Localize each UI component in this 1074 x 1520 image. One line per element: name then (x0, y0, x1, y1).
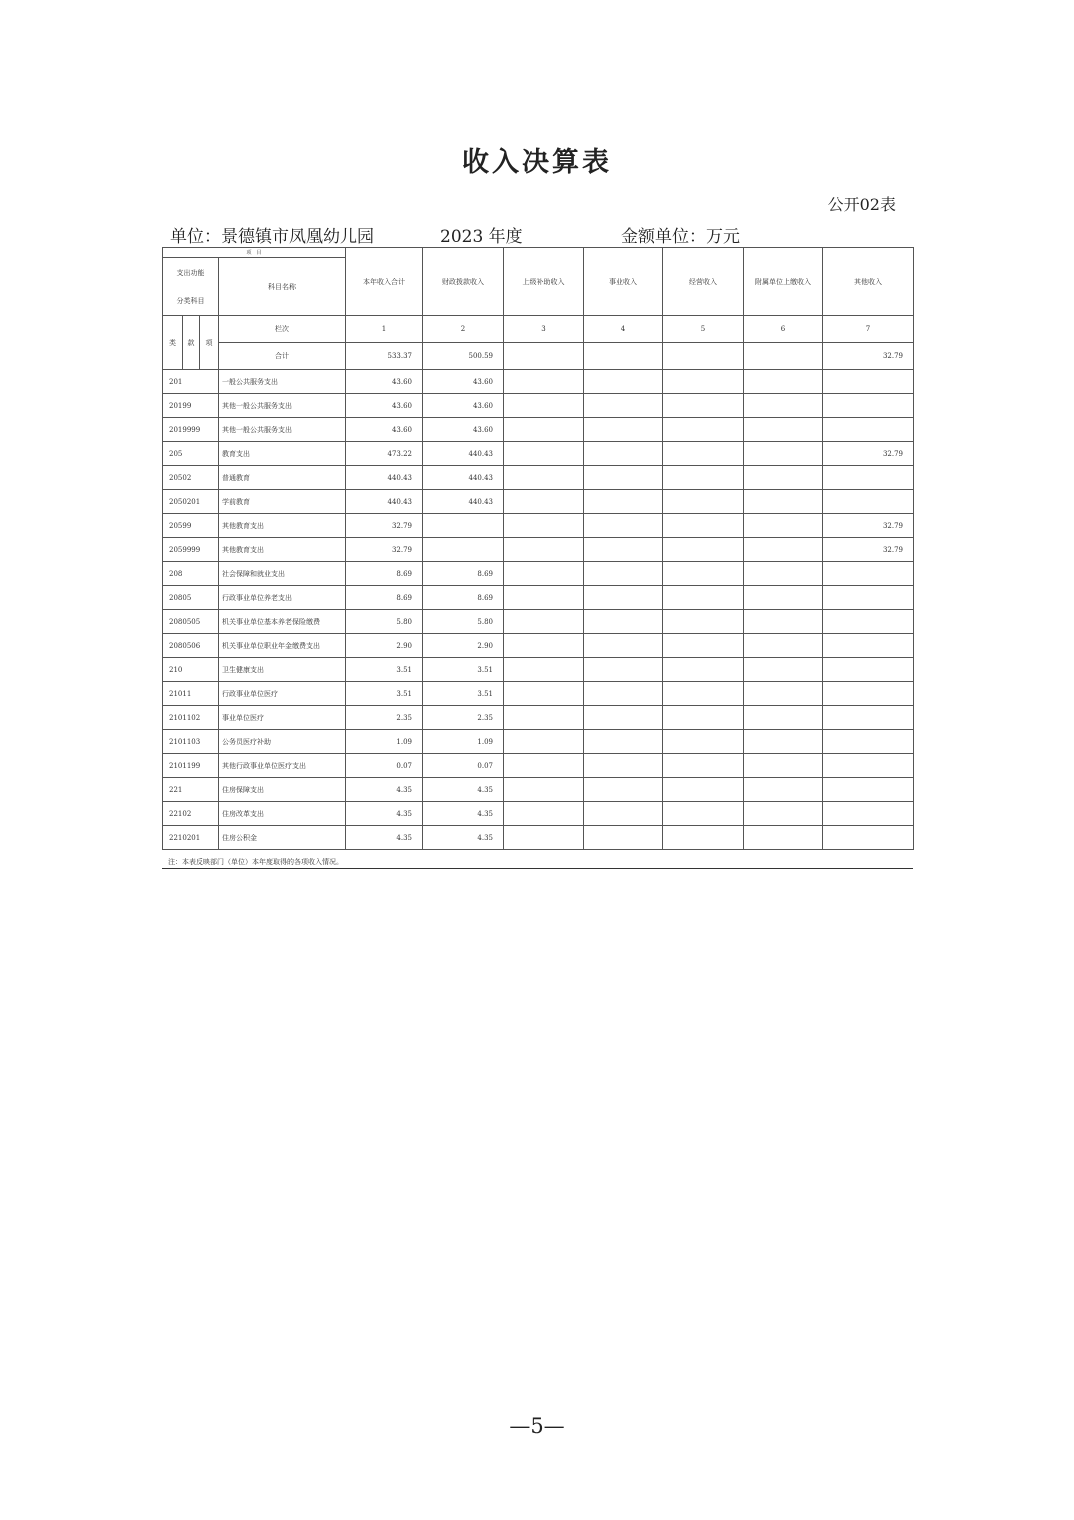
total-row (163, 343, 914, 370)
row-value-4 (584, 610, 663, 634)
row-value-7 (823, 490, 914, 514)
row-code: 2101102 (163, 706, 219, 730)
table-row (163, 610, 914, 634)
col-number-4: 4 (584, 316, 663, 343)
row-value-7 (823, 802, 914, 826)
table-row (163, 682, 914, 706)
row-code: 2059999 (163, 538, 219, 562)
header-row-item (163, 248, 914, 258)
row-value-1: 3.51 (346, 682, 423, 706)
row-value-1: 4.35 (346, 802, 423, 826)
row-value-4 (584, 826, 663, 850)
total-value-2: 500.59 (423, 343, 504, 370)
row-value-1: 43.60 (346, 394, 423, 418)
row-value-5 (663, 634, 744, 658)
row-code: 20199 (163, 394, 219, 418)
row-subject-name: 公务员医疗补助 (219, 730, 346, 754)
row-value-1: 32.79 (346, 514, 423, 538)
row-value-3 (504, 634, 584, 658)
row-value-2 (423, 514, 504, 538)
row-value-2: 2.35 (423, 706, 504, 730)
row-value-1: 440.43 (346, 466, 423, 490)
row-value-2: 2.90 (423, 634, 504, 658)
total-value-1: 533.37 (346, 343, 423, 370)
row-code: 2101103 (163, 730, 219, 754)
col-index-label: 栏次 (219, 316, 346, 343)
row-value-5 (663, 466, 744, 490)
table-row (163, 514, 914, 538)
row-value-5 (663, 610, 744, 634)
row-code: 221 (163, 778, 219, 802)
row-value-5 (663, 706, 744, 730)
row-subject-name: 社会保障和就业支出 (219, 562, 346, 586)
total-value-5 (663, 343, 744, 370)
table-row (163, 802, 914, 826)
table-row (163, 706, 914, 730)
row-value-2: 43.60 (423, 418, 504, 442)
row-value-4 (584, 394, 663, 418)
row-value-5 (663, 562, 744, 586)
row-value-1: 4.35 (346, 826, 423, 850)
row-value-6 (744, 466, 823, 490)
row-value-5 (663, 778, 744, 802)
page-title: 收入决算表 (462, 147, 612, 178)
row-value-2: 4.35 (423, 778, 504, 802)
row-value-1: 4.35 (346, 778, 423, 802)
row-value-3 (504, 730, 584, 754)
col-number-7: 7 (823, 316, 914, 343)
row-value-6 (744, 634, 823, 658)
row-value-3 (504, 466, 584, 490)
table-row (163, 826, 914, 850)
row-value-4 (584, 658, 663, 682)
row-value-1: 8.69 (346, 586, 423, 610)
row-value-2: 43.60 (423, 394, 504, 418)
subject-name-header: 科目名称 (219, 258, 346, 316)
row-code: 2050201 (163, 490, 219, 514)
row-value-5 (663, 658, 744, 682)
row-value-1: 5.80 (346, 610, 423, 634)
page-number: —5— (509, 1414, 565, 1438)
row-value-1: 43.60 (346, 418, 423, 442)
row-value-7 (823, 418, 914, 442)
row-subject-name: 普通教育 (219, 466, 346, 490)
table-row (163, 394, 914, 418)
row-value-4 (584, 442, 663, 466)
row-value-7 (823, 634, 914, 658)
row-value-2 (423, 538, 504, 562)
row-value-1: 43.60 (346, 370, 423, 394)
row-value-2: 440.43 (423, 442, 504, 466)
row-code: 205 (163, 442, 219, 466)
row-value-6 (744, 418, 823, 442)
row-subject-name: 住房保障支出 (219, 778, 346, 802)
row-value-2: 440.43 (423, 490, 504, 514)
table-row (163, 658, 914, 682)
row-value-2: 8.69 (423, 586, 504, 610)
row-value-3 (504, 586, 584, 610)
row-value-5 (663, 490, 744, 514)
row-value-1: 8.69 (346, 562, 423, 586)
table-row (163, 586, 914, 610)
row-value-5 (663, 442, 744, 466)
row-value-6 (744, 442, 823, 466)
row-value-1: 3.51 (346, 658, 423, 682)
row-value-7 (823, 394, 914, 418)
row-value-3 (504, 370, 584, 394)
row-value-7 (823, 682, 914, 706)
row-value-7 (823, 562, 914, 586)
row-subject-name: 其他教育支出 (219, 514, 346, 538)
row-value-6 (744, 514, 823, 538)
row-value-2: 440.43 (423, 466, 504, 490)
row-subject-name: 其他行政事业单位医疗支出 (219, 754, 346, 778)
row-value-5 (663, 370, 744, 394)
row-value-3 (504, 682, 584, 706)
table-row (163, 466, 914, 490)
total-value-3 (504, 343, 584, 370)
table-row (163, 778, 914, 802)
row-value-5 (663, 826, 744, 850)
table-row (163, 490, 914, 514)
table-row (163, 538, 914, 562)
row-value-7 (823, 778, 914, 802)
meta-line (170, 222, 915, 246)
col-header-7: 其他收入 (823, 248, 914, 316)
col-number-2: 2 (423, 316, 504, 343)
col-header-5: 经营收入 (663, 248, 744, 316)
row-value-2: 3.51 (423, 658, 504, 682)
row-value-7 (823, 730, 914, 754)
row-value-1: 32.79 (346, 538, 423, 562)
row-value-2: 1.09 (423, 730, 504, 754)
row-value-5 (663, 802, 744, 826)
table-row (163, 562, 914, 586)
row-value-7 (823, 370, 914, 394)
row-subject-name: 住房改革支出 (219, 802, 346, 826)
row-value-6 (744, 706, 823, 730)
row-value-7: 32.79 (823, 538, 914, 562)
row-value-2: 8.69 (423, 562, 504, 586)
row-subject-name: 机关事业单位职业年金缴费支出 (219, 634, 346, 658)
row-value-7 (823, 466, 914, 490)
row-value-3 (504, 826, 584, 850)
row-value-4 (584, 418, 663, 442)
col-header-4: 事业收入 (584, 248, 663, 316)
row-value-6 (744, 562, 823, 586)
col-header-3: 上级补助收入 (504, 248, 584, 316)
row-value-4 (584, 802, 663, 826)
row-value-6 (744, 586, 823, 610)
col-header-2: 财政拨款收入 (423, 248, 504, 316)
form-number: 公开02表 (827, 195, 896, 214)
row-value-3 (504, 418, 584, 442)
row-value-5 (663, 730, 744, 754)
row-subject-name: 行政事业单位医疗 (219, 682, 346, 706)
row-value-6 (744, 490, 823, 514)
table-note: 注：本表反映部门（单位）本年度取得的各项收入情况。 (162, 857, 913, 869)
xiang-header: 项 (200, 316, 219, 370)
row-value-2: 0.07 (423, 754, 504, 778)
col-number-5: 5 (663, 316, 744, 343)
row-value-1: 2.35 (346, 706, 423, 730)
row-code: 2080506 (163, 634, 219, 658)
row-value-4 (584, 586, 663, 610)
row-value-3 (504, 802, 584, 826)
row-value-5 (663, 586, 744, 610)
row-value-6 (744, 778, 823, 802)
row-code: 2210201 (163, 826, 219, 850)
row-value-3 (504, 754, 584, 778)
row-value-4 (584, 706, 663, 730)
row-code: 20805 (163, 586, 219, 610)
col-number-3: 3 (504, 316, 584, 343)
row-value-5 (663, 754, 744, 778)
row-code: 208 (163, 562, 219, 586)
row-value-3 (504, 394, 584, 418)
row-value-6 (744, 802, 823, 826)
row-value-4 (584, 538, 663, 562)
row-value-6 (744, 682, 823, 706)
income-table (162, 247, 914, 850)
row-subject-name: 其他一般公共服务支出 (219, 418, 346, 442)
row-value-7 (823, 754, 914, 778)
row-value-5 (663, 418, 744, 442)
row-value-1: 1.09 (346, 730, 423, 754)
col-header-6: 附属单位上缴收入 (744, 248, 823, 316)
row-value-6 (744, 658, 823, 682)
row-value-6 (744, 538, 823, 562)
row-value-4 (584, 466, 663, 490)
row-code: 2019999 (163, 418, 219, 442)
func-class-line2: 分类科目 (176, 296, 205, 305)
amount-unit-label: 金额单位：万元 (621, 227, 740, 247)
row-value-3 (504, 562, 584, 586)
row-code: 2101199 (163, 754, 219, 778)
row-value-1: 2.90 (346, 634, 423, 658)
unit-label: 单位：景德镇市凤凰幼儿园 (170, 227, 374, 247)
row-subject-name: 卫生健康支出 (219, 658, 346, 682)
row-value-7: 32.79 (823, 442, 914, 466)
row-subject-name: 行政事业单位养老支出 (219, 586, 346, 610)
lei-header: 类 (163, 316, 183, 370)
func-class-line1: 支出功能 (176, 268, 205, 277)
row-value-7 (823, 658, 914, 682)
row-subject-name: 教育支出 (219, 442, 346, 466)
row-value-7 (823, 610, 914, 634)
total-label: 合计 (219, 343, 346, 370)
row-value-4 (584, 754, 663, 778)
row-value-4 (584, 634, 663, 658)
row-code: 21011 (163, 682, 219, 706)
row-value-3 (504, 706, 584, 730)
row-value-4 (584, 730, 663, 754)
table-row (163, 442, 914, 466)
row-value-1: 0.07 (346, 754, 423, 778)
row-value-4 (584, 490, 663, 514)
row-value-4 (584, 682, 663, 706)
row-value-3 (504, 514, 584, 538)
row-code: 210 (163, 658, 219, 682)
row-value-2: 5.80 (423, 610, 504, 634)
table-row (163, 370, 914, 394)
row-value-5 (663, 538, 744, 562)
table-row (163, 418, 914, 442)
row-value-6 (744, 754, 823, 778)
row-value-3 (504, 610, 584, 634)
row-value-5 (663, 514, 744, 538)
row-value-3 (504, 490, 584, 514)
row-value-2: 3.51 (423, 682, 504, 706)
row-value-7: 32.79 (823, 514, 914, 538)
row-value-3 (504, 442, 584, 466)
total-value-4 (584, 343, 663, 370)
row-value-1: 473.22 (346, 442, 423, 466)
row-value-1: 440.43 (346, 490, 423, 514)
row-subject-name: 学前教育 (219, 490, 346, 514)
row-subject-name: 其他教育支出 (219, 538, 346, 562)
row-subject-name: 事业单位医疗 (219, 706, 346, 730)
total-value-6 (744, 343, 823, 370)
row-value-6 (744, 610, 823, 634)
table-row (163, 634, 914, 658)
row-value-2: 43.60 (423, 370, 504, 394)
row-value-6 (744, 394, 823, 418)
row-subject-name: 机关事业单位基本养老保险缴费 (219, 610, 346, 634)
total-value-7: 32.79 (823, 343, 914, 370)
row-value-4 (584, 514, 663, 538)
row-value-5 (663, 394, 744, 418)
row-code: 20502 (163, 466, 219, 490)
row-value-3 (504, 658, 584, 682)
row-subject-name: 一般公共服务支出 (219, 370, 346, 394)
row-code: 2080505 (163, 610, 219, 634)
row-value-6 (744, 826, 823, 850)
year-label: 2023 年度 (440, 227, 523, 247)
row-subject-name: 其他一般公共服务支出 (219, 394, 346, 418)
row-value-2: 4.35 (423, 802, 504, 826)
row-value-6 (744, 730, 823, 754)
row-value-7 (823, 586, 914, 610)
row-code: 201 (163, 370, 219, 394)
row-value-3 (504, 538, 584, 562)
col-number-1: 1 (346, 316, 423, 343)
row-code: 20599 (163, 514, 219, 538)
item-header: 项 目 (163, 248, 346, 258)
row-value-4 (584, 370, 663, 394)
func-class-header (163, 258, 219, 316)
kuan-header: 款 (183, 316, 200, 370)
row-value-7 (823, 706, 914, 730)
table-row (163, 730, 914, 754)
row-subject-name: 住房公积金 (219, 826, 346, 850)
header-row-index (163, 316, 914, 343)
row-value-6 (744, 370, 823, 394)
table-row (163, 754, 914, 778)
row-value-5 (663, 682, 744, 706)
row-code: 22102 (163, 802, 219, 826)
row-value-2: 4.35 (423, 826, 504, 850)
col-number-6: 6 (744, 316, 823, 343)
row-value-4 (584, 562, 663, 586)
row-value-7 (823, 826, 914, 850)
row-value-4 (584, 778, 663, 802)
col-header-1: 本年收入合计 (346, 248, 423, 316)
row-value-3 (504, 778, 584, 802)
